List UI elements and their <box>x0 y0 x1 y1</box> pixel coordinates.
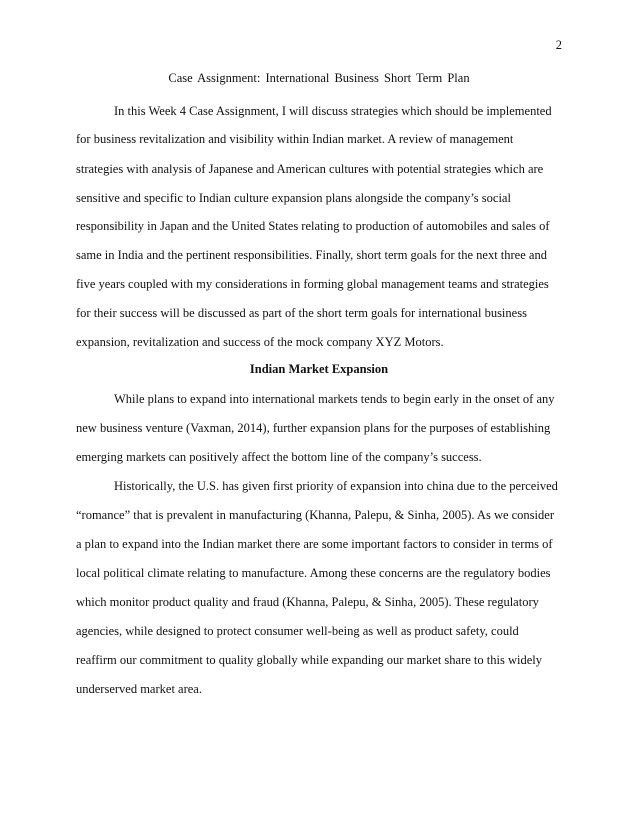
paragraph-1-line-6: same in India and the pertinent responsibilities. Finally, short term goals for the next three and <box>76 248 547 262</box>
paragraph-1-line-3: strategies with analysis of Japanese and American cultures with potential strategies which are <box>76 162 544 176</box>
paragraph-1-line-8: for their success will be discussed as part of the short term goals for international business <box>76 306 527 320</box>
paragraph-3-line-3: a plan to expand into the Indian market there are some important factors to consider in terms of <box>76 537 553 551</box>
paragraph-3-line-7: reaffirm our commitment to quality globally while expanding our market share to this widely <box>76 653 542 667</box>
paragraph-2-line-1: While plans to expand into international markets tends to begin early in the onset of any <box>114 392 555 406</box>
paragraph-1-line-9: expansion, revitalization and success of the mock company XYZ Motors. <box>76 335 444 349</box>
paragraph-3-line-2: “romance” that is prevalent in manufacturing (Khanna, Palepu, & Sinha, 2005). As we consider <box>76 508 554 522</box>
paragraph-3-line-1: Historically, the U.S. has given first priority of expansion into china due to the perceived <box>114 479 558 493</box>
paragraph-3-line-6: agencies, while designed to protect consumer well-being as well as product safety, could <box>76 624 519 638</box>
paragraph-2-line-2: new business venture (Vaxman, 2014), further expansion plans for the purposes of establishing <box>76 421 551 435</box>
page-number: 2 <box>555 38 562 52</box>
section-heading: Indian Market Expansion <box>249 362 389 376</box>
paragraph-3-line-4: local political climate relating to manufacture. Among these concerns are the regulatory bodies <box>76 566 551 580</box>
paragraph-1-line-2: for business revitalization and visibility within Indian market. A review of management <box>76 132 514 146</box>
paragraph-2-line-3: emerging markets can positively affect the bottom line of the company’s success. <box>76 450 482 464</box>
document-title: Case Assignment: International Business Short Term Plan <box>168 71 470 85</box>
paragraph-3-line-5: which monitor product quality and fraud (Khanna, Palepu, & Sinha, 2005). These regulatory <box>76 595 539 609</box>
paragraph-1-line-5: responsibility in Japan and the United States relating to production of automobiles and sales of <box>76 219 550 233</box>
paragraph-3-line-8: underserved market area. <box>76 682 202 696</box>
paragraph-1-line-7: five years coupled with my considerations in forming global management teams and strategies <box>76 277 549 291</box>
paragraph-1-line-1: In this Week 4 Case Assignment, I will discuss strategies which should be implemented <box>114 104 552 118</box>
paragraph-1-line-4: sensitive and specific to Indian culture expansion plans alongside the company’s social <box>76 191 511 205</box>
